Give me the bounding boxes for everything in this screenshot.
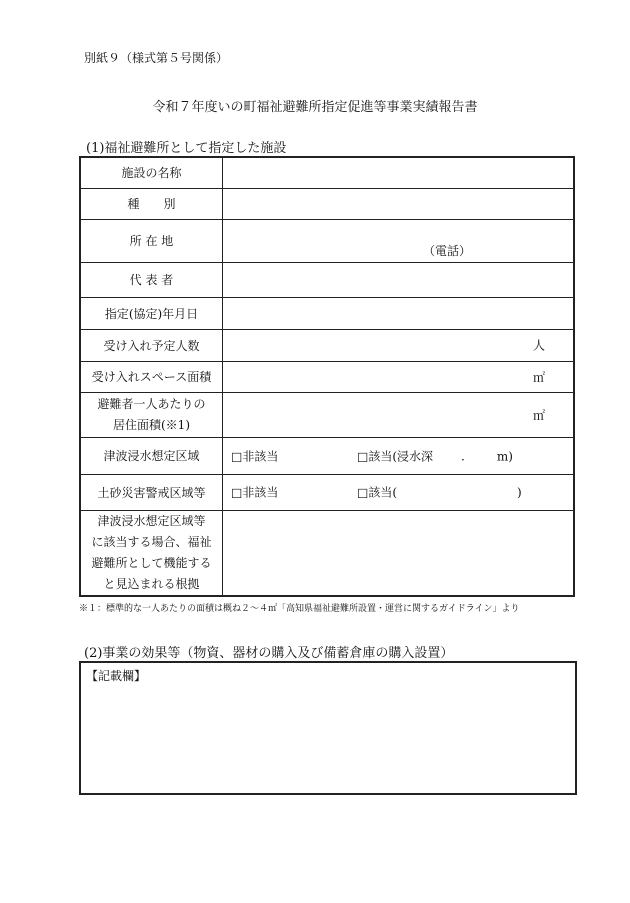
landslide-not-applicable-checkbox[interactable]: □非該当 [231,485,279,500]
per-person-line-1: 避難者一人あたりの [97,396,206,411]
facility-table [79,156,575,597]
landslide-applicable-checkbox[interactable] [357,484,522,501]
space-label: 受け入れスペース面積 [80,361,223,392]
space-unit: ㎡ [532,370,545,384]
tsunami-label: 津波浸水想定区域 [80,437,223,474]
table-row [80,361,574,392]
tsunami-not-applicable-checkbox[interactable]: □非該当 [231,449,279,463]
table-row [80,297,574,329]
entry-label: 【記載欄】 [86,669,147,683]
document-title: 令和７年度いの町福祉避難所指定促進等事業実績報告書 [152,100,478,115]
table-row [80,474,574,510]
section1-heading: (1)福祉避難所として指定した施設 [86,141,287,156]
capacity-field[interactable] [223,329,575,361]
facility-name-field[interactable] [223,157,575,188]
per-person-area-label [80,392,223,437]
footnote: ※１：標準的な一人あたりの面積は概ね２～４㎡「高知県福祉避難所設置・運営に関するガイドライン」より [79,604,520,614]
tsunami-applicable-checkbox[interactable] [357,447,513,464]
representative-label: 代 表 者 [80,262,223,297]
section2-heading: (2)事業の効果等（物資、器材の購入及び備蓄倉庫の購入設置） [84,646,454,661]
designated-date-label: 指定(協定)年月日 [80,297,223,329]
type-field[interactable] [223,188,575,219]
table-row [80,262,574,297]
landslide-label: 土砂災害警戒区域等 [80,474,223,510]
tsunami-applicable-text: □該当(浸水深 [357,449,434,463]
basis-line-1: 津波浸水想定区域等 [97,513,206,528]
table-row [80,437,574,474]
location-field[interactable] [223,219,575,262]
tsunami-field [223,437,575,474]
representative-field[interactable] [223,262,575,297]
per-person-unit: ㎡ [532,408,545,422]
entry-box[interactable] [79,661,577,795]
capacity-label: 受け入れ予定人数 [80,329,223,361]
basis-line-2: に該当する場合、福祉 [91,534,212,549]
location-label: 所 在 地 [80,219,223,262]
basis-label [80,510,223,596]
facility-name-label: 施設の名称 [80,157,223,188]
tsunami-depth-unit: m) [496,449,513,463]
landslide-applicable-text: □該当( [357,485,398,500]
table-row [80,329,574,361]
tsunami-depth-dot: . [461,449,465,463]
landslide-field [223,474,575,510]
table-row [80,510,574,596]
table-row [80,157,574,188]
designated-date-field[interactable] [223,297,575,329]
basis-line-3: 避難所として機能する [91,555,212,570]
per-person-area-field[interactable] [223,392,575,437]
basis-field[interactable] [223,510,575,596]
type-label: 種 別 [80,188,223,219]
capacity-unit: 人 [532,338,545,353]
landslide-close-paren: ) [517,485,522,500]
per-person-line-2: 居住面積(※1) [113,417,190,432]
phone-label: （電話） [423,243,472,258]
table-row [80,219,574,262]
table-row [80,188,574,219]
basis-line-4: と見込まれる根拠 [103,576,200,591]
space-field[interactable] [223,361,575,392]
table-row [80,392,574,437]
header-note: 別紙９（様式第５号関係） [84,51,229,65]
